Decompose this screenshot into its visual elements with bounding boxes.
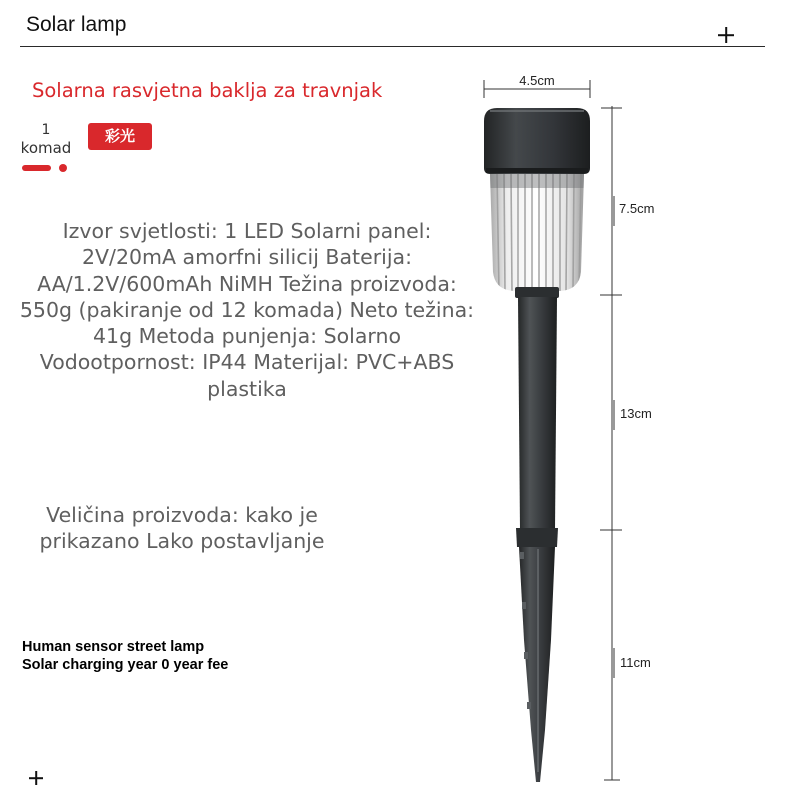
variant-badge[interactable]: 彩光 (88, 123, 152, 150)
lens-inner-shadow (490, 174, 584, 188)
description-line: Izvor svjetlosti: 1 LED Solarni panel: (62, 219, 432, 243)
spike-fin (520, 552, 524, 559)
promo-text (22, 638, 228, 674)
head-height-label: 7.5cm (619, 201, 655, 216)
size-note-line: prikazano Lako postavljanje (39, 529, 325, 554)
plus-icon[interactable] (718, 27, 734, 43)
lens-rib (566, 174, 567, 292)
description-line: 41g Metoda punjenja: Solarno (93, 324, 401, 349)
description-line: AA/1.2V/600mAh NiMH Težina proizvoda: (37, 271, 457, 296)
solar-lamp-drawing (484, 108, 590, 782)
spike-fin (522, 602, 526, 609)
lamp-cap-lip (486, 168, 588, 173)
size-note (0, 502, 364, 555)
spike-collar (516, 528, 558, 547)
description-line: plastika (207, 376, 287, 401)
description-line: 2V/20mA amorfni silicij Baterija: (81, 245, 412, 270)
product-description (0, 218, 494, 402)
quantity-count: 1 (41, 122, 51, 138)
selected-indicator-dot (59, 164, 67, 172)
quantity-option[interactable] (18, 121, 74, 158)
lamp-collar (515, 287, 559, 298)
plus-icon[interactable] (29, 771, 43, 785)
product-title: Solarna rasvjetna baklja za travnjak (32, 79, 383, 102)
size-note-line: Veličina proizvoda: kako je (46, 503, 318, 527)
pole-height-label: 13cm (620, 406, 652, 421)
promo-line: Human sensor street lamp (22, 639, 205, 655)
page-title: Solar lamp (26, 13, 127, 36)
lens-rib (504, 174, 505, 292)
spike-height-label: 11cm (620, 655, 651, 670)
spike-fin (524, 652, 528, 659)
selected-indicator-bar (22, 165, 51, 171)
lamp-pole (518, 297, 557, 530)
description-line: 550g (pakiranje od 12 komada) Neto težina: (19, 297, 475, 322)
description-line: Vodootpornost: IP44 Materijal: PVC+ABS (39, 350, 455, 375)
lens-rib (511, 174, 512, 292)
spike-fin (527, 702, 531, 709)
lamp-cap (484, 108, 590, 174)
width-dimension-label: 4.5cm (519, 73, 555, 88)
quantity-unit: komad (20, 139, 72, 157)
header-divider (20, 46, 765, 47)
promo-line: Solar charging year 0 year fee (22, 657, 229, 673)
lens-rib (573, 174, 574, 292)
